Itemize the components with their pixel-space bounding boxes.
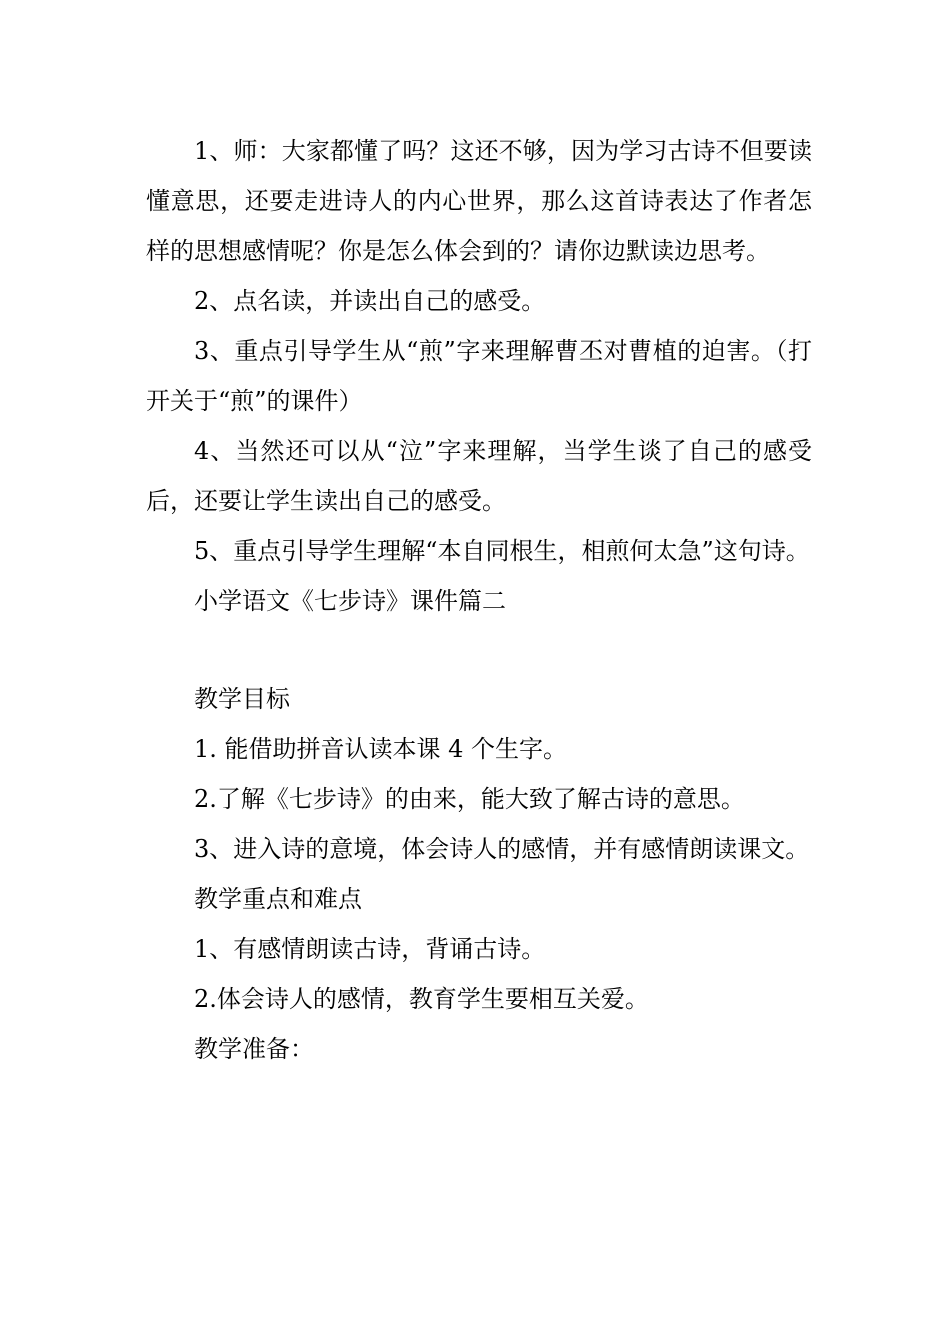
- paragraph-4: 4、当然还可以从“泣”字来理解，当学生谈了自己的感受后，还要让学生读出自己的感受。: [146, 437, 812, 515]
- focus-item-1: 1、有感情朗读古诗，背诵古诗。: [194, 935, 546, 963]
- paragraph-3: 3、重点引导学生从“煎”字来理解曹丕对曹植的迫害。（打开关于“煎”的课件）: [146, 337, 812, 415]
- blank-line: [146, 626, 812, 674]
- paragraph-1: 1、师：大家都懂了吗？这还不够，因为学习古诗不但要读懂意思，还要走进诗人的内心世界，那么这首诗表达了作者怎样的思想感情呢？你是怎么体会到的？请你边默读边思考。: [146, 137, 812, 265]
- goal-item-1: 1. 能借助拼音认读本课 4 个生字。: [194, 735, 568, 763]
- paragraph-5: 5、重点引导学生理解“本自同根生，相煎何太急”这句诗。: [194, 537, 810, 565]
- goal-item-3: 3、进入诗的意境，体会诗人的感情，并有感情朗读课文。: [194, 835, 810, 863]
- section-title: 小学语文《七步诗》课件篇二: [194, 587, 506, 615]
- focus-item-2: 2.体会诗人的感情，教育学生要相互关爱。: [194, 985, 649, 1013]
- document-page: [146, 126, 812, 1074]
- goals-heading: 教学目标: [194, 685, 290, 713]
- paragraph-2: 2、点名读，并读出自己的感受。: [194, 287, 546, 315]
- prep-heading: 教学准备：: [194, 1035, 314, 1063]
- focus-heading: 教学重点和难点: [194, 885, 362, 913]
- goal-item-2: 2.了解《七步诗》的由来，能大致了解古诗的意思。: [194, 785, 745, 813]
